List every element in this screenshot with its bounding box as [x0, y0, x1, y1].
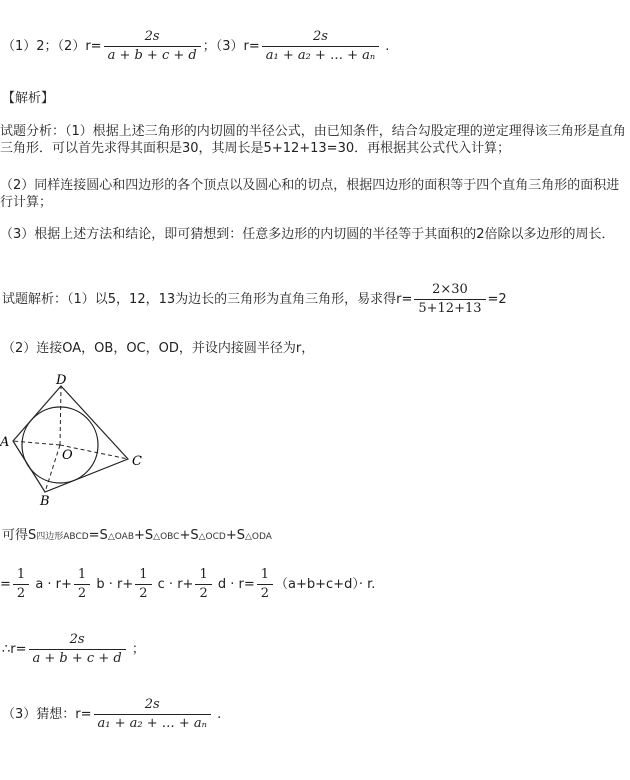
segment-oa	[13, 441, 60, 445]
segment-od	[60, 386, 61, 445]
half-fraction-2: $\frac{1}{2}$	[74, 566, 90, 603]
area-decomposition: 可得S四边形ABCD=S△OAB+S△OBC+S△OCD+S△ODA	[2, 528, 272, 543]
analysis-paragraph-1: 试题分析：（1）根据上述三角形的内切圆的半径公式，由已知条件，结合勾股定理的逆定理得该三角形是直角三角形．可以首先求得其面积是30，其周长是5+12+13=30．再根据其公式代入计算；	[0, 124, 626, 156]
quadrilateral-abcd	[13, 386, 128, 492]
label-c: C	[132, 454, 142, 469]
jiexi-heading: 【解析】	[2, 91, 55, 106]
quadrilateral-incircle-figure	[0, 372, 150, 507]
half-fraction-3: $\frac{1}{2}$	[135, 566, 151, 603]
answer-part3: .	[385, 39, 390, 54]
half-fraction-1: $\frac{1}{2}$	[13, 566, 29, 603]
half-fraction-5: $\frac{1}{2}$	[257, 566, 273, 603]
answer-fraction-2: $\frac{2s}{\text{a₁ + a₂ + … + aₙ}}$	[262, 28, 379, 65]
guess-fraction: $\frac{2s}{\text{a₁ + a₂ + … + aₙ}}$	[94, 696, 211, 733]
label-o: O	[62, 448, 73, 463]
label-a: A	[0, 435, 10, 450]
half-fraction-4: $\frac{1}{2}$	[195, 566, 211, 603]
solution-2: （2）连接OA，OB，OC，OD，并设内接圆半径为r，	[2, 341, 315, 356]
label-d: D	[56, 373, 67, 388]
therefore-line: ∴r= $\frac{2s}{a + b + c + d}$ ；	[2, 632, 145, 666]
half-sum-equation: = $\frac{1}{2}$ a · r+ $\frac{1}{2}$ b · r+ $\frac{1}{2}$ c · r+ $\frac{1}{2}$ d · r= $\frac{1}{2}$ （a+b+c+d）· r.	[0, 567, 376, 601]
answer-part1: （1）2；（2）r=	[2, 39, 102, 54]
answer-part2: ；（3）r=	[202, 39, 260, 54]
analysis-paragraph-2: （2）同样连接圆心和四边形的各个顶点以及圆心和的切点，根据四边形的面积等于四个直角三角形的面积进行计算；	[0, 178, 620, 210]
segment-ob	[45, 445, 60, 492]
answer-fraction-1: $\frac{2s}{a + b + c + d}$	[104, 28, 201, 65]
therefore-fraction: $\frac{2s}{a + b + c + d}$	[29, 631, 126, 668]
solution-1: 试题解析：（1）以5，12，13为边长的三角形为直角三角形，易求得r= $\frac{2\times 30}{5+12+13}$ =2	[2, 282, 507, 316]
answer-line	[2, 28, 389, 65]
solution-1-fraction: $\frac{2\times 30}{5+12+13}$	[414, 281, 485, 318]
guess-line: （3）猜想：r= $\frac{2s}{\text{a₁ + a₂ + … + aₙ}}$ .	[2, 697, 222, 731]
analysis-paragraph-3: （3）根据上述方法和结论，即可猜想到：任意多边形的内切圆的半径等于其面积的2倍除以多边形的周长．	[0, 227, 615, 242]
label-b: B	[40, 494, 50, 507]
